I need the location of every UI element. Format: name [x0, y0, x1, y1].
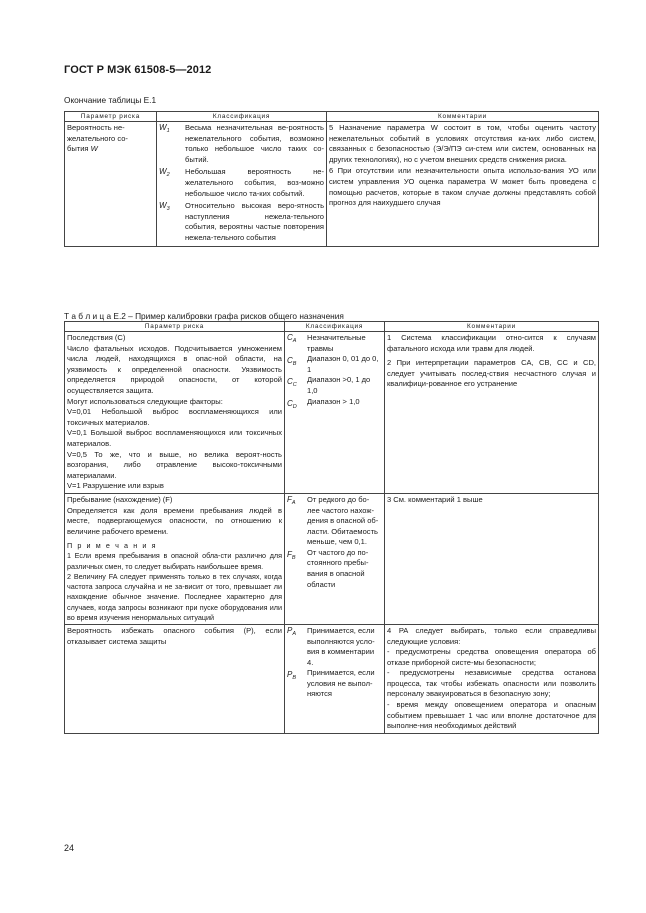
document-title: ГОСТ Р МЭК 61508-5—2012 — [64, 64, 212, 76]
row3-comment-cell — [385, 624, 599, 733]
row2-notes-heading: П р и м е ч а н и я — [67, 541, 158, 551]
row1-factors: Могут использоваться следующие факторы: — [67, 396, 223, 406]
class-text-w2: Небольшая вероятность не-желательного события, воз-можно небольшое число та-ких событий. — [185, 167, 324, 198]
class-text-pa: Принимается, если выполняются усло-вия в комментарии 4. — [307, 625, 375, 667]
class-symbol-fb: $F_B$ — [287, 549, 296, 561]
row1-v05: V=0,5 То же, что и выше, но велика вероят-ность возгорания, либо отравление высоко-токсичными материалами. — [67, 449, 282, 480]
row3-class-cell — [285, 624, 385, 733]
row2-param-cell — [65, 493, 285, 624]
row1-v001: V=0,01 Небольшой выброс воспламеняющихся или токсичных материалов. — [67, 407, 282, 427]
table1-param-cell — [65, 122, 157, 247]
class-symbol-cc: $C_C$ — [287, 377, 297, 389]
row1-comment-cell — [385, 332, 599, 494]
class-text-w3: Относительно высокая веро-ятность наступления нежела-тельного события, вероятны частые повторения нежела-тельного события — [185, 201, 324, 242]
table2-header-class: Классификация — [285, 322, 385, 332]
row1-v01: V=0,1 Большой выброс воспламеняющихся или токсичных материалов. — [67, 428, 282, 448]
row2-desc: Определяется как доля времени пребывания людей в месте, подвергающемуся опасности, по отношению к величине рабочего времени. — [67, 505, 282, 536]
table1-header-param: Параметр риска — [65, 112, 157, 122]
param-w-text: Вероятность не- желательного со- бытия W — [67, 123, 128, 154]
row2-comment-cell — [385, 493, 599, 624]
comment-4-cond-3: - время между оповещением оператора и опасным событием превышает 1 час или вполне достаточное для выполне-ния необходимых действий — [387, 700, 596, 731]
table1-header-row — [65, 112, 599, 122]
table1-header-comments: Комментарии — [327, 112, 599, 122]
row2-title: Пребывание (нахождение) (F) — [67, 494, 173, 504]
table2-caption: Т а б л и ц а Е.2 – Пример калибровки графа рисков общего назначения — [64, 311, 344, 321]
row3-title: Вероятность избежать опасного события (P), если отказывает система защиты — [67, 625, 282, 646]
class-symbol-cb: $C_B$ — [287, 356, 297, 368]
table2-row-consequences — [65, 332, 599, 494]
class-text-ca: Незначительные травмы — [307, 333, 366, 353]
class-symbol-pa: $P_A$ — [287, 625, 297, 637]
class-text-w1: Весьма незначительная ве-роятность нежелательного события, возможно только небольшое число таких со-бытий. — [185, 123, 324, 164]
page-number: 24 — [64, 843, 75, 853]
row3-param-cell — [65, 624, 285, 733]
class-symbol-ca: $C_A$ — [287, 333, 297, 344]
row2-class-list — [287, 495, 382, 590]
class-symbol-w2: $W_2$ — [159, 167, 170, 179]
row1-class-list — [287, 333, 382, 409]
class-symbol-cd: $C_D$ — [287, 398, 297, 410]
comment-2: 2 При интерпретации параметров CA, CB, CC и CD, следует учитывать послед-ствия несчастного случая и квалифици-рованное его устранение — [387, 358, 596, 389]
class-symbol-w1: $W_1$ — [159, 123, 170, 134]
class-text-pb: Принимается, если условия не выпол-няются — [307, 668, 375, 699]
table1-class-cell — [157, 122, 327, 247]
row1-title: Последствия (С) — [67, 333, 126, 342]
class-text-fb: От частого до по-стоянного пребы-вания в опасной области — [307, 547, 369, 589]
comment-4: 4 PA следует выбирать, только если справедливы следующие условия: — [387, 625, 596, 646]
row1-class-cell — [285, 332, 385, 494]
table-e1-end — [64, 111, 599, 247]
table1-header-class: Классификация — [157, 112, 327, 122]
row2-class-cell — [285, 493, 385, 624]
class-symbol-pb: $P_B$ — [287, 670, 297, 682]
class-text-cc: Диапазон >0, 1 до 1,0 — [307, 375, 371, 395]
table1-class-list — [159, 123, 324, 244]
class-symbol-fa: $F_A$ — [287, 494, 296, 506]
comment-5: 5 Назначение параметра W состоит в том, чтобы оценить частоту нежелательных событий в условиях отсутствия ка-ких либо систем, связанных с безопасностью (Э/Э/ПЭ си-стем или систем, основанных на других технологиях), но с учетом внешних средств снижения риска. — [329, 123, 596, 164]
class-text-cd: Диапазон > 1,0 — [307, 396, 360, 406]
row1-v1: V=1 Разрушение или взрыв — [67, 481, 164, 491]
row1-desc: Число фатальных исходов. Подсчитывается умножением числа людей, находящихся в опас-ной области, на уязвимость к определенной опасности. Уязвимость определяется природой опасности, от которой осуществляется защита. — [67, 343, 282, 395]
comment-4-cond-2: - предусмотрены независимые средства останова процесса, так чтобы избежать опасности или позволить персоналу эвакуироваться в безопасную зону; — [387, 668, 596, 699]
row3-class-list — [287, 626, 382, 700]
row2-note-1: 1 Если время пребывания в опасной обла-сти различно для различных смен, то следует выбирать наибольшее время. — [67, 551, 282, 571]
table1-caption: Окончание таблицы Е.1 — [64, 95, 157, 105]
table2-row-avoidance — [65, 624, 599, 733]
class-text-fa: От редкого до бо-лее частого нахож-дения в опасной об-ласти. Обитаемость меньше, чем 0,1. — [307, 494, 379, 547]
table1-comment-cell — [327, 122, 599, 247]
comment-6: 6 При отсутствии или незначительности опыта использо-вания УО или систем управления УО оценка параметра W может быть проведена с помощью расчетов, которые в таком случае должны представлять собой прогноз для наихудшего случая — [329, 166, 596, 208]
table1-row — [65, 122, 599, 247]
class-text-cb: Диапазон 0, 01 до 0, 1 — [307, 354, 379, 374]
table2-header-comments: Комментарии — [385, 322, 599, 332]
row1-param-cell — [65, 332, 285, 494]
table2-row-exposure — [65, 493, 599, 624]
class-symbol-w3: $W_3$ — [159, 201, 170, 213]
row2-note-2: 2 Величину FA следует применять только в тех случаях, когда частота запроса случайна и не за-висит от того, превышает ли нахождение обычное значение. Последнее характерно для случаев, когда запросы возникают при пуске оборудования или во время изучения ненормальных ситуаций — [67, 571, 282, 622]
comment-1: 1 Система классификации отно-сится к случаям фатального исхода или травм для людей. — [387, 333, 596, 353]
comment-4-cond-1: - предусмотрены средства оповещения оператора об отказе приборной систе-мы безопасности; — [387, 647, 596, 667]
table2-header-param: Параметр риска — [65, 322, 285, 332]
comment-3: 3 См. комментарий 1 выше — [387, 494, 483, 504]
table-e2 — [64, 321, 599, 734]
table2-header-row — [65, 322, 599, 332]
